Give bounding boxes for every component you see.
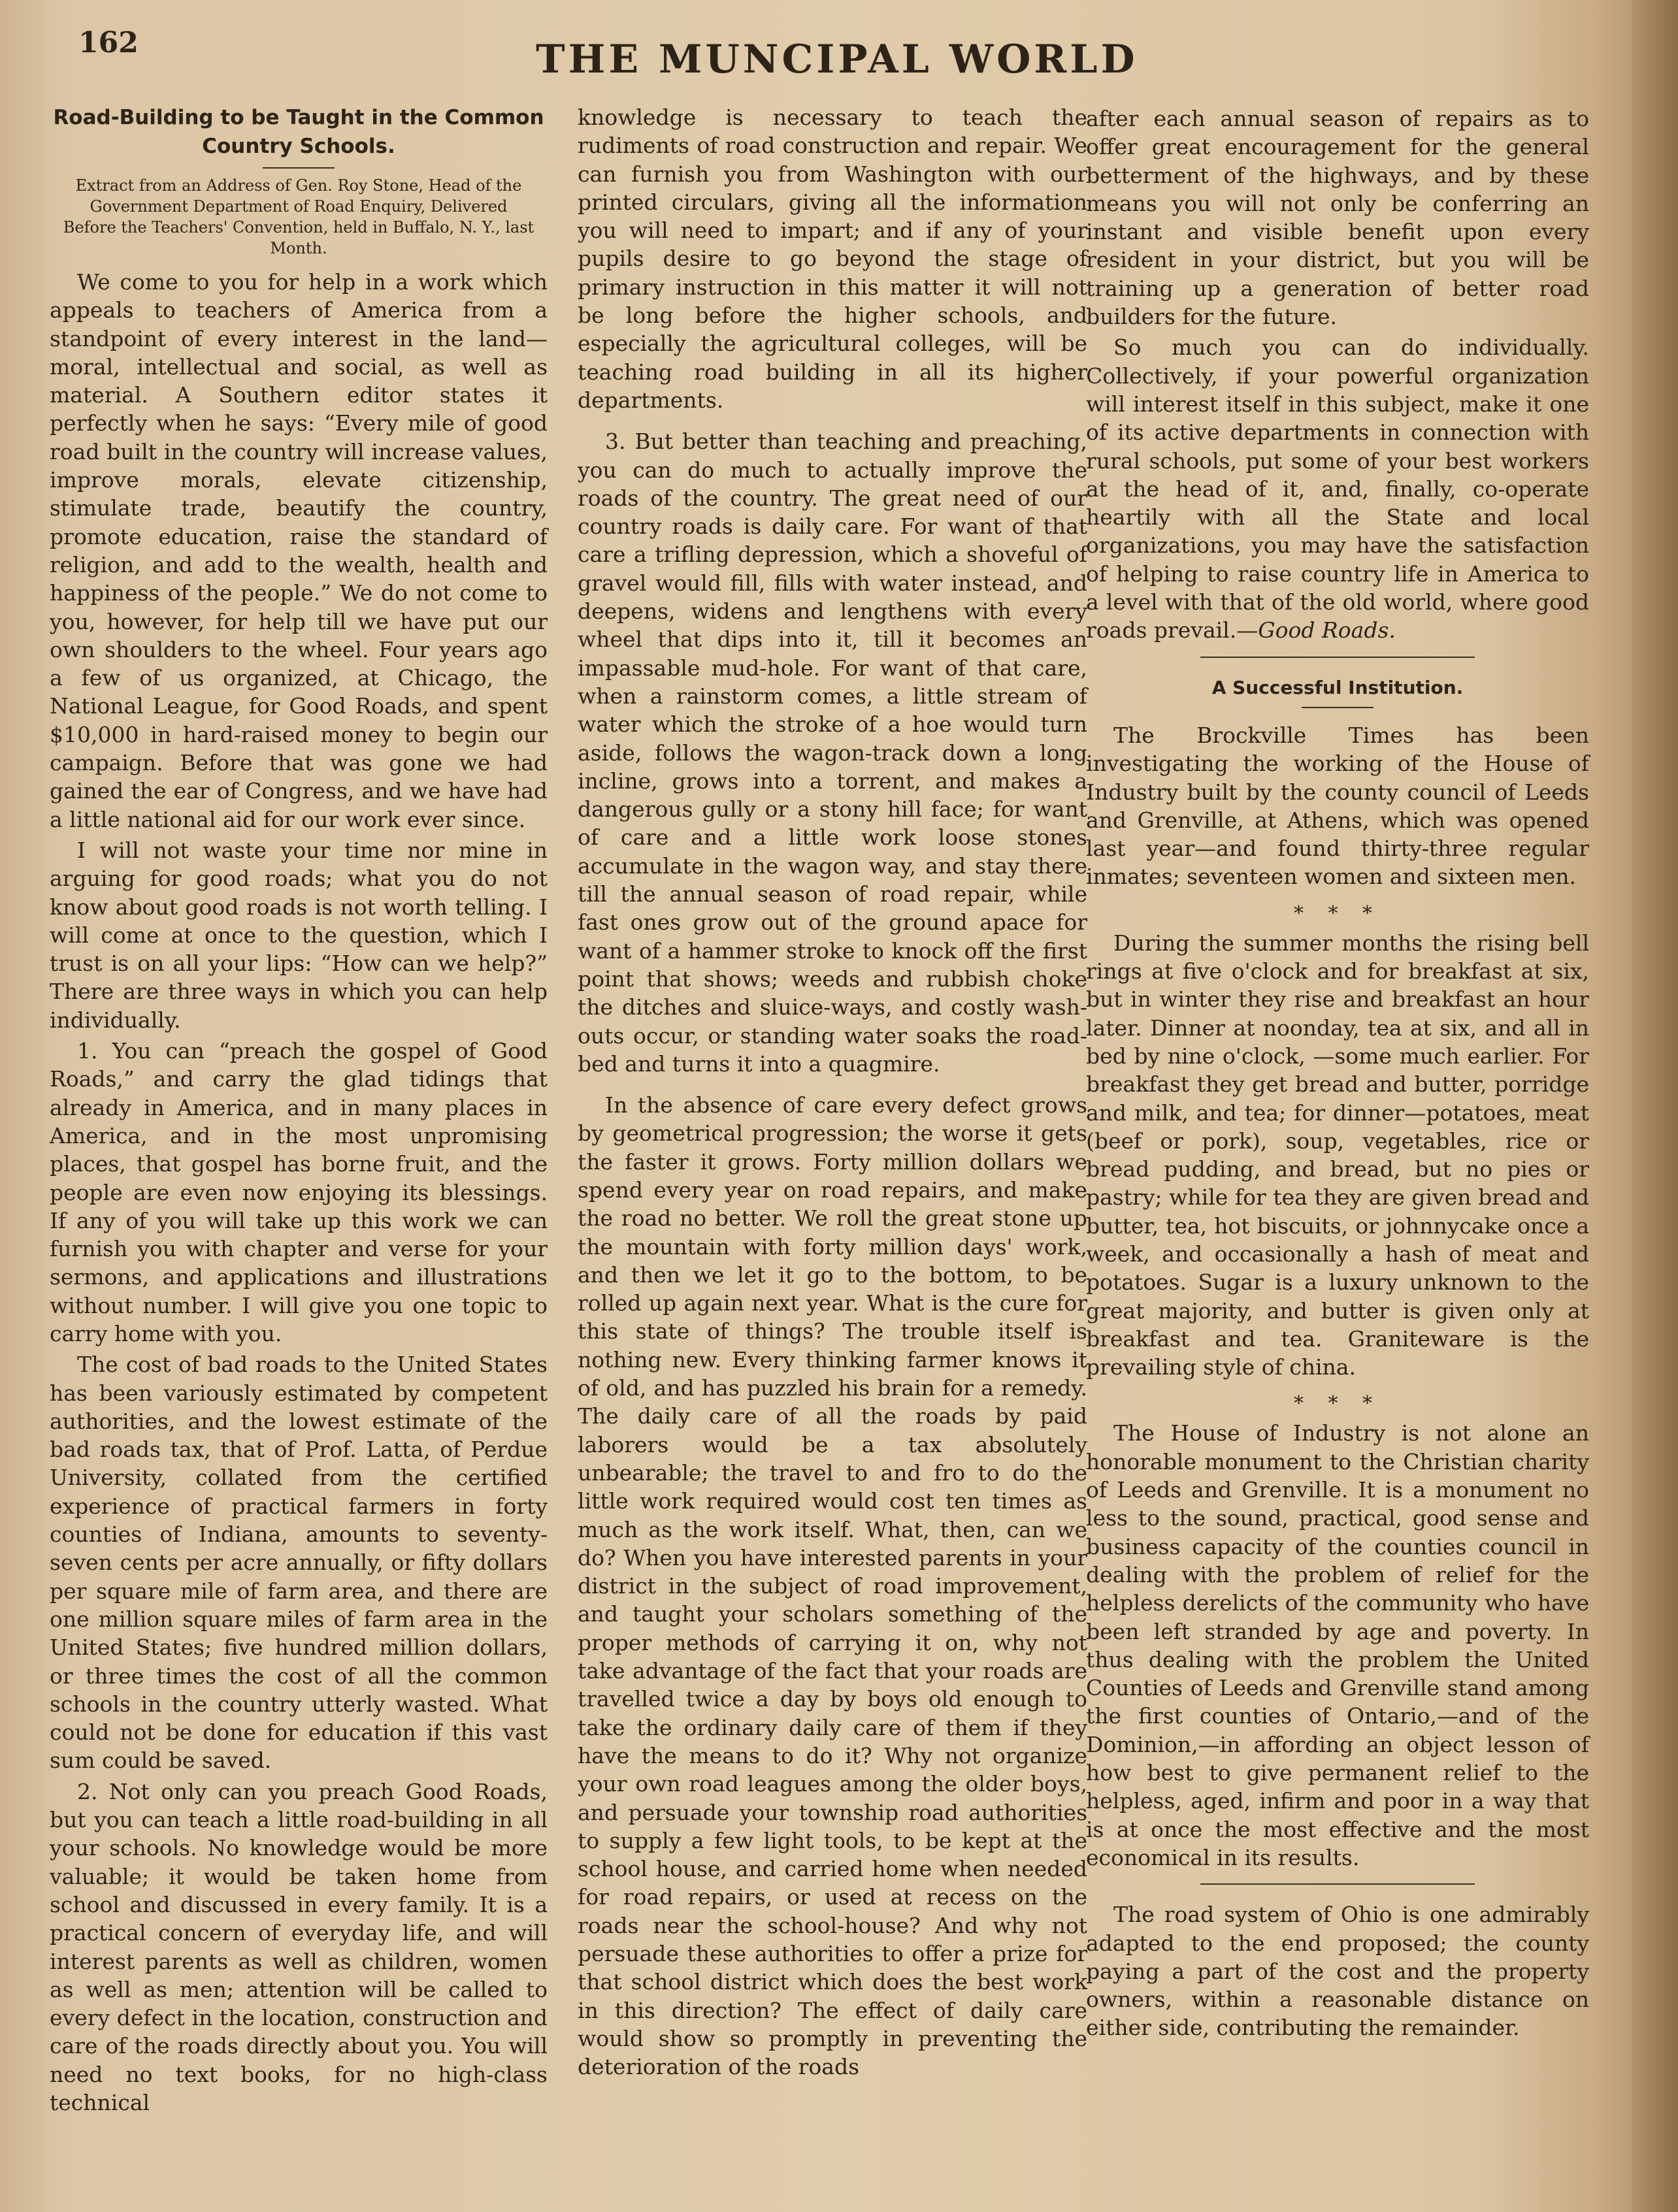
source-credit: Good Roads.: [1258, 617, 1396, 643]
section-rule: [1200, 1883, 1475, 1885]
article-1-subtitle: Extract from an Address of Gen. Roy Stone, Head of the Government Department of Road Enquiry, Delivered Before the Teachers' Convention, held in Buffalo, N. Y., last Month.: [63, 176, 535, 257]
paragraph: We come to you for help in a work which appeals to teachers of America from a standpoint of every interest in the land—moral, intellectual and social, as well as material. A Southern editor states it perfectly when he says: “Every mile of good road built in the country will increase values, improve morals, elevate citizenship, stimulate trade, beautify the country, promote education, raise the standard of religion, and add to the wealth, health and happiness of the people.” We do not come to you, however, for help till we have put our own shoulders to the wheel. Four years ago a few of us organized, at Chicago, the National League, for Good Roads, and spent $10,000 in hard-raised money to begin our campaign. Before that was gone we had gained the ear of Congress, and we have had a little national aid for our work ever since.: [50, 269, 548, 832]
section-rule: [1200, 657, 1475, 658]
paragraph: During the summer months the rising bell rings at five o'clock and for breakfast at six, but in winter they rise and breakfast an hour later. Dinner at noonday, tea at six, and all in bed by nine o'clock, —some much earlier. For breakfast they get bread and butter, porridge and milk, and tea; for dinner—potatoes, meat (beef or pork), soup, vegetables, rice or bread pudding, and bread, but no pies or pastry; while for tea they are given bread and butter, tea, hot biscuits, or johnnycake once a week, and occasionally a hash of meat and potatoes. Sugar is a luxury unknown to the great majority, and butter is given only at breakfast and tea. Graniteware is the prevailing style of china.: [1086, 930, 1589, 1380]
paragraph: In the absence of care every defect grows by geometrical progression; the worse it gets the faster it grows. Forty million dollars we spend every year on road repairs, and make the road no better. We roll the great stone up the mountain with forty million days' work, and then we let it go to the bottom, to be rolled up again next year. What is the cure for this state of things? The trouble itself is nothing new. Every thinking farmer knows it of old, and has puzzled his brain for a remedy. The daily care of all the roads by paid laborers would be a tax absolutely unbearable; the travel to and fro to do the little work required would cost ten times as much as the work itself. What, then, can we do? When you have interested parents in your district in the subject of road improvement, and taught your scholars something of the proper methods of carrying it on, why not take advantage of the fact that your roads are travelled twice a day by boys old enough to take the ordinary daily care of them if they have the means to do it? Why not organize your own road leagues among the older boys, and persuade your township road authorities to supply a few light tools, to be kept at the school house, and carried home when needed for road repairs, or used at recess on the roads near the school-house? And why not persuade these authorities to offer a prize for that school district which does the best work in this direction? The effect of daily care would show so promptly in preventing the deterioration of the roads: [578, 1092, 1087, 2080]
paragraph: after each annual season of repairs as to offer great encouragement for the general betterment of the highways, and by these means you will not only be conferring an instant and visible benefit upon every resident in your district, but you will be training up a generation of better road builders for the future.: [1086, 106, 1589, 330]
paragraph: 1. You can “preach the gospel of Good Roads,” and carry the glad tidings that already in America, and in many places in America, and in the most unpromising places, that gospel has borne fruit, and the people are even now enjoying its blessings. If any of you will take up this work we can furnish you with chapter and verse for your sermons, and applications and illustrations without number. I will give you one topic to carry home with you.: [50, 1038, 548, 1346]
rule: [263, 167, 335, 169]
paragraph: 3. But better than teaching and preaching, you can do much to actually improve the roads of the country. The great need of our country roads is daily care. For want of that care a trifling depression, which a shoveful of gravel would fill, fills with water instead, and deepens, widens and lengthens with every wheel that dips into it, till it becomes an impassable mud-hole. For want of that care, when a rainstorm comes, a little stream of water which the stroke of a hoe would turn aside, follows the wagon-track down a long incline, grows into a torrent, and makes a dangerous gully or a stony hill face; for want of care and a little work loose stones accumulate in the wagon way, and stay there till the annual season of road repair, while fast ones grow out of the ground apace for want of a hammer stroke to knock off the first point that shows; weeds and rubbish choke the ditches and sluice-ways, and costly wash-outs occur, or standing water soaks the road-bed and turns it into a quagmire.: [578, 429, 1087, 1077]
paragraph: 2. Not only can you preach Good Roads, but you can teach a little road-building in all your schools. No knowledge would be more valuable; it would be taken home from school and discussed in every family. It is a practical concern of everyday life, and will interest parents as well as children, women as well as men; attention will be called to every defect in the location, construction and care of the roads directly about you. You will need no text books, for no high-class technical: [50, 1778, 548, 2115]
page-number: 162: [78, 26, 139, 59]
paragraph: The Brockville Times has been investigating the working of the House of Industry built by the county council of Leeds and Grenville, at Athens, which was opened last year—and found thirty-three regular inmates; seventeen women and sixteen men.: [1086, 722, 1589, 890]
section-separator: * * *: [1293, 902, 1382, 925]
page-edge: [1632, 0, 1678, 2212]
article-2-title: A Successful Institution.: [1211, 676, 1464, 698]
article-1-title: Road-Building to be Taught in the Common Country Schools.: [53, 106, 544, 158]
section-separator: * * *: [1293, 1392, 1382, 1416]
column-2: [578, 103, 1087, 2083]
column-1: [50, 103, 548, 2119]
rule: [1302, 707, 1374, 708]
paragraph-text: So much you can do individually. Collectively, if your powerful organization will interest itself in this subject, make it one of its active departments in connection with rural schools, put some of your best workers at the head of it, and, finally, co-operate heartily with all the State and local organizations, you may have the satisfaction of helping to raise country life in America to a level with that of the old world, where good roads prevail.—: [1086, 334, 1589, 643]
column-3: [1086, 105, 1589, 2045]
paragraph: The road system of Ohio is one admirably adapted to the end proposed; the county paying a part of the cost and the property owners, within a reasonable distance on either side, contributing the remainder.: [1086, 1902, 1589, 2041]
paragraph: knowledge is necessary to teach the rudiments of road construction and repair. We can furnish you from Washington with our printed circulars, giving all the information you will need to impart; and if any of your pupils desire to go beyond the stage of primary instruction in this matter it will not be long before the higher schools, and especially the agricultural colleges, will be teaching road building in all its higher departments.: [578, 105, 1087, 413]
paragraph: [1086, 333, 1589, 644]
paragraph: I will not waste your time nor mine in arguing for good roads; what you do not know about good roads is not worth telling. I will come at once to the question, which I trust is on all your lips: “How can we help?” There are three ways in which you can help individually.: [50, 837, 548, 1033]
paragraph: The cost of bad roads to the United States has been variously estimated by competent authorities, and the lowest estimate of the bad roads tax, that of Prof. Latta, of Perdue University, collated from the certified experience of practical farmers in forty counties of Indiana, amounts to seventy-seven cents per acre annually, or fifty dollars per square mile of farm area, and there are one million square miles of farm area in the United States; five hundred million dollars, or three times the cost of all the common schools in the country utterly wasted. What could not be done for education if this vast sum could be saved.: [50, 1352, 548, 1774]
masthead: THE MUNCIPAL WORLD: [536, 37, 1138, 82]
paragraph: The House of Industry is not alone an honorable monument to the Christian charity of Leeds and Grenville. It is a monument no less to the sound, practical, good sense and business capacity of the counties council in dealing with the problem of relief for the helpless derelicts of the community who have been left stranded by age and poverty. In thus dealing with the problem the United Counties of Leeds and Grenville stand among the first counties of Ontario,—and of the Dominion,—in affording an object lesson of how best to give permanent relief to the helpless, aged, infirm and poor in a way that is at once the most effective and the most economical in its results.: [1086, 1420, 1589, 1870]
